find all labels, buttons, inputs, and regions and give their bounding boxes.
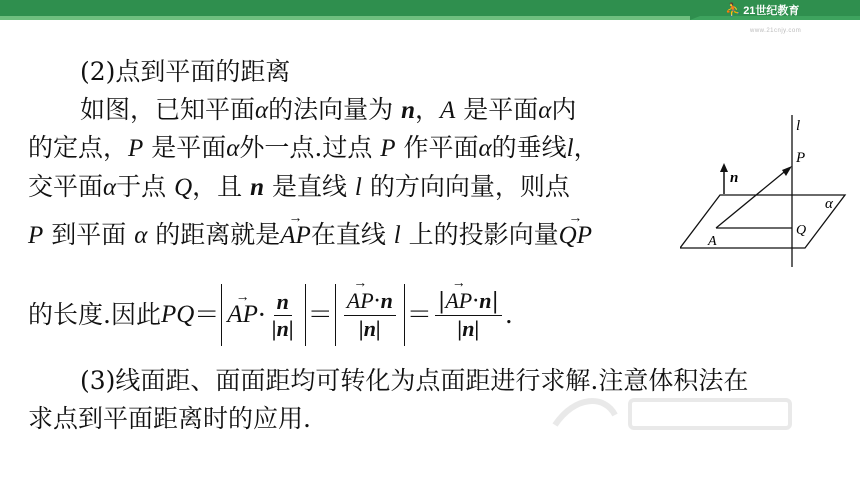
alpha-symbol: α [255,97,269,124]
text-line-4 [28,219,592,252]
fraction-denominator: |n| [358,316,381,341]
text-line-3 [28,171,570,204]
text: 是平面 [455,95,539,124]
point-P: P [128,135,144,162]
text: 外一点.过点 [239,133,381,162]
alpha-symbol: α [226,135,240,162]
label-l: l [796,118,801,134]
line-l: l [566,135,574,162]
dot-operator: · [472,289,480,314]
point-A: A [440,97,456,124]
equals-sign: ＝ [406,300,432,329]
vector-AP: → AP [445,288,472,314]
fraction-denominator: |n| [271,315,294,341]
text: 于点 [116,172,175,201]
text: 上的投影向量 [400,220,559,249]
equals-sign: ＝ [194,300,220,329]
fraction-denominator: |n| [457,316,480,341]
vector-AP: → AP [347,288,374,314]
fraction-numerator: n [274,289,292,316]
text-line-2 [28,132,599,165]
vector-n: n [479,288,492,313]
text: 交平面 [28,172,104,201]
label-P: P [796,150,806,166]
text: 的定点， [28,133,129,162]
para3-line2: 求点到平面距离时的应用. [28,404,311,433]
equals-sign: ＝ [307,300,333,329]
vector-AP: → AP [280,220,311,252]
arrow-n-head [720,163,728,172]
text-line-1 [80,94,576,127]
formula-line [28,284,513,346]
text: 的长度.因此 [28,300,161,329]
text: 到平面 [43,220,135,249]
point-Q: Q [174,174,193,201]
text: 如图，已知平面 [80,95,256,124]
text: ，且 [192,172,251,201]
vector-AP: → AP [227,299,258,331]
text: ， [415,95,441,124]
abs-bar: | [491,289,499,314]
period: . [504,300,513,329]
text: 内 [551,95,577,124]
label-A: A [708,234,717,249]
fraction-2 [344,288,396,342]
geometry-diagram [680,110,850,270]
watermark-logo [545,385,805,445]
runner-icon: ⛹ [725,2,742,17]
abs-group-1 [221,284,305,346]
label-alpha: α [825,196,833,212]
text: 是平面 [143,133,227,162]
alpha-symbol: α [134,222,148,249]
text: 的法向量为 [268,95,402,124]
watermark-text-box [630,400,790,428]
text: 是直线 [264,172,355,201]
watermark-runner-icon [555,401,615,425]
heading-text: (2)点到平面的距离 [80,57,291,86]
alpha-symbol: α [103,174,117,201]
point-P: P [380,135,396,162]
dot-operator: · [257,300,266,329]
vector-n: n [401,97,415,124]
brand-url: www.21cnjy.com [750,28,802,34]
vector-n: n [380,288,393,313]
fraction-3 [435,288,502,342]
fraction-numerator [435,288,502,316]
segment-AP [716,168,789,228]
text: 作平面 [395,133,479,162]
text: 的距离就是 [147,220,281,249]
text: ， [573,133,599,162]
brand-logo [725,0,799,20]
point-P: P [28,222,44,249]
label-n: n [730,170,739,186]
fraction-1 [269,289,297,342]
abs-group-2 [335,284,405,346]
vector-QP: → QP [559,220,592,252]
vector-n: n [250,174,265,201]
brand-logo-text: 21世纪教育 [743,5,800,17]
plane-alpha [680,195,845,248]
text: 的垂线 [491,133,567,162]
text: 的方向向量，则点 [361,172,570,201]
line-l: l [354,174,362,201]
dot-operator: · [373,289,381,314]
alpha-symbol: α [478,135,492,162]
arrow-AP-head [782,166,792,176]
para3-line1: (3)线面距、面面距均可转化为点面距进行求解.注意体积法在 [80,366,749,395]
section-heading [80,56,290,88]
line-l: l [393,222,401,249]
text: 在直线 [310,220,394,249]
abs-bar: | [437,289,446,314]
alpha-symbol: α [538,97,552,124]
fraction-numerator [344,288,396,316]
label-Q: Q [796,223,807,238]
segment-PQ: PQ [160,301,195,328]
